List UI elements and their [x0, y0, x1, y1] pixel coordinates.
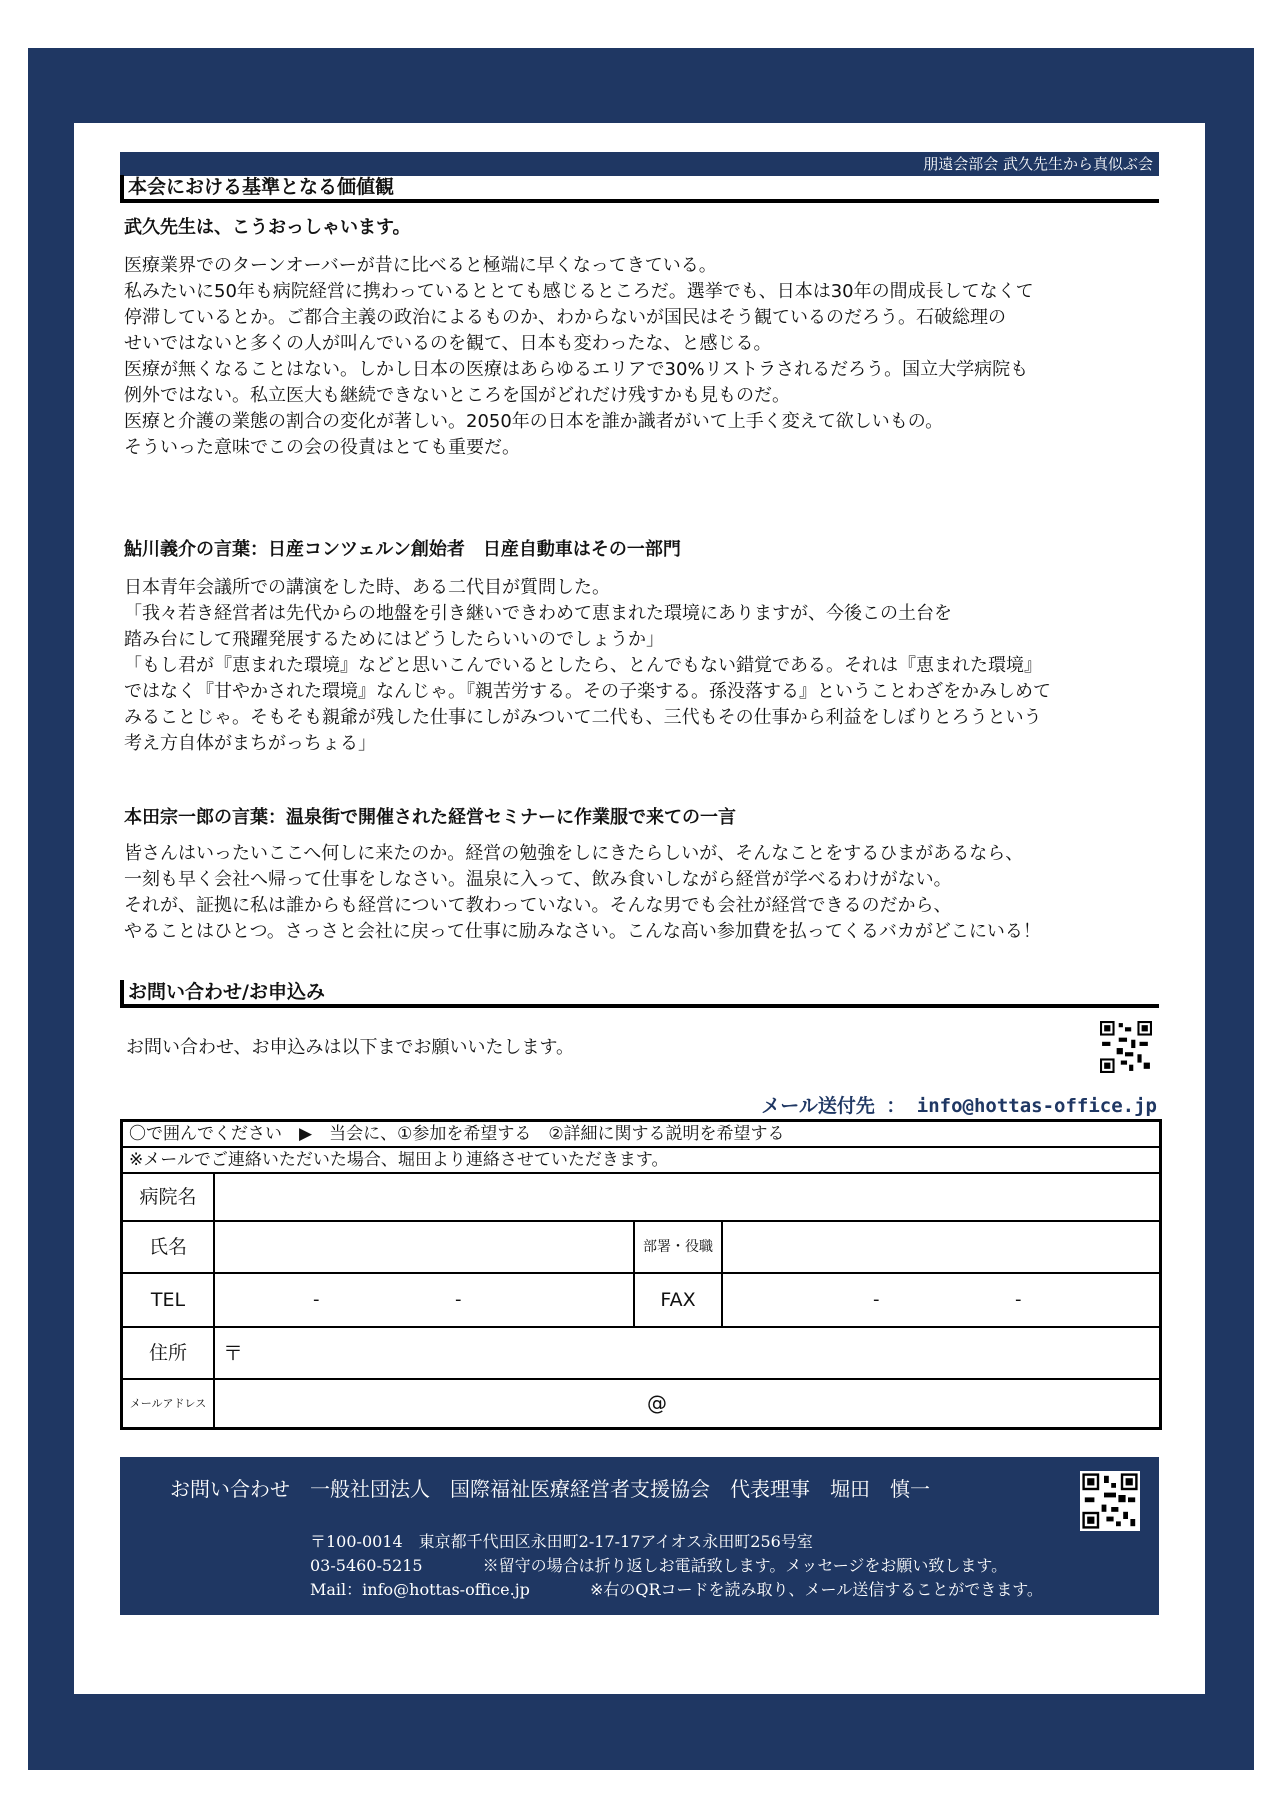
fax-field[interactable] [723, 1274, 1159, 1326]
footer-mail-note: ※右のQRコードを読み取り、メール送信することができます。 [589, 1580, 1043, 1599]
form-row-tel-fax [123, 1274, 1159, 1328]
footer-qr-code-icon [1080, 1471, 1140, 1531]
quote2-heading: 鮎川義介の言葉：日産コンツェルン創始者 日産自動車はその一部門 [124, 539, 681, 560]
form-row-name [123, 1222, 1159, 1274]
fax-dash-2: - [1015, 1289, 1022, 1310]
tel-field[interactable] [215, 1274, 635, 1326]
form-row-email [123, 1380, 1159, 1427]
form-note: ※メールでご連絡いただいた場合、堀田より連絡させていただきます。 [123, 1148, 1159, 1174]
text-line: 医療と介護の業態の割合の変化が著しい。2050年の日本を誰か識者がいて上手く変えて欲しいもの。 [124, 411, 944, 432]
fax-dash-1: - [873, 1289, 880, 1310]
text-line: 私みたいに50年も病院経営に携わっているととても感じるところだ。選挙でも、日本は30年の間成長してなくて [124, 281, 1034, 302]
quote1-body [124, 253, 1164, 461]
text-line: 一刻も早く会社へ帰って仕事をしなさい。温泉に入って、飲み食いしながら経営が学べるわけがない。 [124, 869, 952, 890]
name-field[interactable] [215, 1222, 635, 1272]
document-sheet [74, 123, 1205, 1694]
at-mark: @ [647, 1391, 667, 1415]
footer-phone: 03-5460-5215 [310, 1556, 423, 1575]
qr-code-icon [1100, 1021, 1152, 1073]
dept-field[interactable] [723, 1222, 1159, 1272]
application-form [120, 1119, 1162, 1430]
footer-address: 〒100-0014 東京都千代田区永田町2-17-17アイオス永田町256号室 [310, 1532, 813, 1551]
text-line: 考え方自体がまちがっちょる」 [124, 733, 376, 754]
text-line: 「我々若き経営者は先代からの地盤を引き継いできわめて恵まれた環境にありますが、今後この土台を [124, 603, 952, 624]
group-title-bar [120, 152, 1159, 176]
tel-dash-1: - [313, 1289, 320, 1310]
text-line: 例外ではない。私立医大も継続できないところを国がどれだけ残すかも見ものだ。 [124, 385, 790, 406]
text-line: ではなく『甘やかされた環境』なんじゃ。『親苦労する。その子楽する。孫没落する』ということわざをかみしめて [124, 681, 1051, 702]
tel-label: TEL [123, 1274, 215, 1326]
section-values-heading: 本会における基準となる価値観 [120, 175, 1159, 203]
text-line: 皆さんはいったいここへ何しに来たのか。経営の勉強をしにきたらしいが、そんなことをするひまがあるなら、 [124, 843, 1024, 864]
text-line: 「もし君が『恵まれた環境』などと思いこんでいるとしたら、とんでもない錯覚である。それは『恵まれた環境』 [124, 655, 1042, 676]
contact-footer [120, 1457, 1159, 1615]
address-field[interactable] [215, 1328, 1159, 1378]
text-line: やることはひとつ。さっさと会社に戻って仕事に励みなさい。こんな高い参加費を払ってくるバカがどこにいる！ [124, 921, 1041, 942]
quote2-body [124, 575, 1164, 757]
address-label: 住所 [123, 1328, 215, 1378]
contact-lead: お問い合わせ、お申込みは以下までお願いいたします。 [126, 1037, 575, 1058]
fax-label: FAX [635, 1274, 723, 1326]
hospital-label: 病院名 [123, 1174, 215, 1220]
footer-mail: Mail：info@hottas-office.jp [310, 1580, 530, 1599]
name-label: 氏名 [123, 1222, 215, 1272]
text-line: みることじゃ。そもそも親爺が残した仕事にしがみついて二代も、三代もその仕事から利益をしぼりとろうという [124, 707, 1042, 728]
footer-organization: お問い合わせ 一般社団法人 国際福祉医療経営者支援協会 代表理事 堀田 慎一 [170, 1477, 930, 1501]
footer-phone-note: ※留守の場合は折り返しお電話致します。メッセージをお願い致します。 [482, 1556, 1008, 1575]
form-row-address [123, 1328, 1159, 1380]
text-line: 踏み台にして飛躍発展するためにはどうしたらいいのでしょうか」 [124, 629, 664, 650]
footer-phone-line [310, 1553, 1007, 1576]
group-title: 朋遠会部会 武久先生から真似ぶ会 [923, 155, 1153, 173]
text-line: 停滞しているとか。ご都合主義の政治によるものか、わからないが国民はそう観ているのだろう。石破総理の [124, 307, 1006, 328]
text-line: 医療業界でのターンオーバーが昔に比べると極端に早くなってきている。 [124, 255, 717, 276]
quote1-heading: 武久先生は、こうおっしゃいます。 [124, 217, 411, 238]
email-label: メールアドレス [123, 1380, 215, 1427]
tel-dash-2: - [455, 1289, 462, 1310]
section-contact-heading: お問い合わせ/お申込み [120, 980, 1159, 1008]
text-line: せいではないと多くの人が叫んでいるのを観て、日本も変わったな、と感じる。 [124, 333, 772, 354]
postal-mark: 〒 [223, 1341, 243, 1365]
mail-destination: メール送付先 ： info@hottas-office.jp [761, 1095, 1157, 1117]
text-line: 日本青年会議所での講演をした時、ある二代目が質問した。 [124, 577, 610, 598]
text-line: それが、証拠に私は誰からも経営について教わっていない。そんな男でも会社が経営できるのだから、 [124, 895, 952, 916]
hospital-field[interactable] [215, 1174, 1159, 1220]
text-line: そういった意味でこの会の役責はとても重要だ。 [124, 437, 520, 458]
quote3-body [124, 841, 1164, 945]
form-row-hospital [123, 1174, 1159, 1222]
footer-mail-line [310, 1577, 1043, 1600]
text-line: 医療が無くなることはない。しかし日本の医療はあらゆるエリアで30%リストラされるだろう。国立大学病院も [124, 359, 1029, 380]
dept-label: 部署・役職 [635, 1222, 723, 1272]
quote3-heading: 本田宗一郎の言葉：温泉街で開催された経営セミナーに作業服で来ての一言 [124, 807, 736, 828]
email-field[interactable] [215, 1380, 1159, 1427]
form-instruction: 〇で囲んでください ▶ 当会に、①参加を希望する ②詳細に関する説明を希望する [123, 1122, 1159, 1148]
